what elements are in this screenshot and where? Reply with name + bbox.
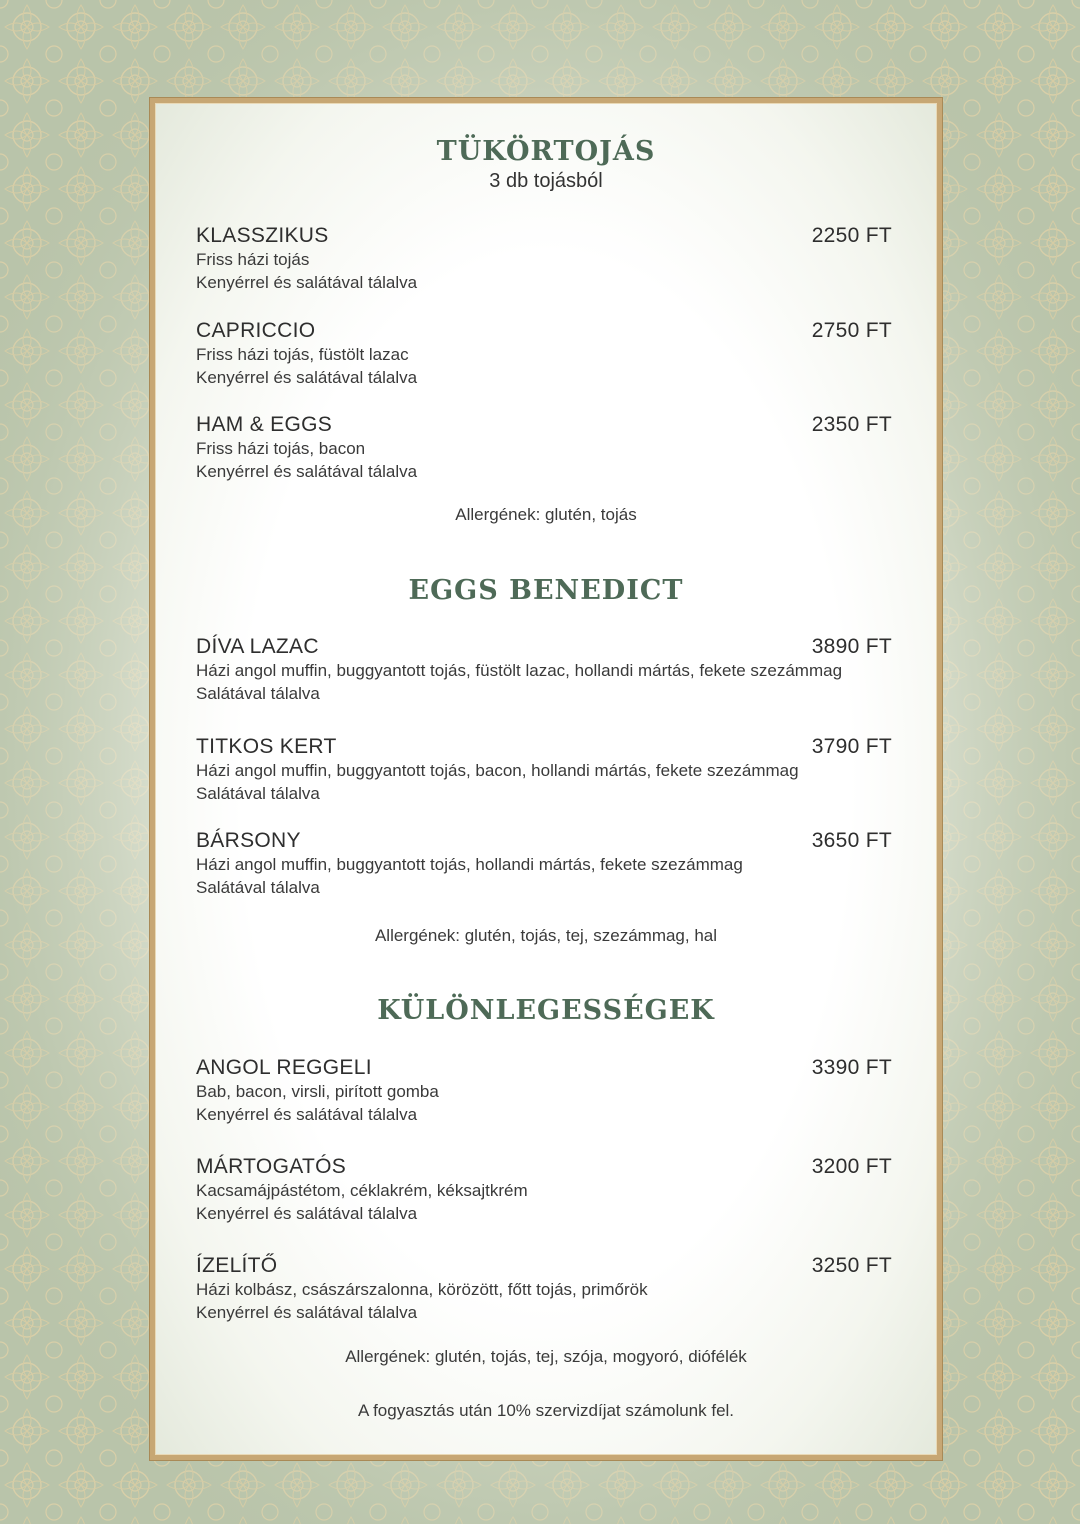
section-title-eggs-benedict: EGGS BENEDICT [408, 575, 684, 606]
item-name: ANGOL REGGELI [196, 1056, 372, 1079]
item-description: Házi kolbász, császárszalonna, körözött, főtt tojás, primőrök [196, 1280, 648, 1299]
item-serving: Salátával tálalva [196, 878, 320, 897]
section-title-tukortojas: TÜKÖRTOJÁS [436, 136, 656, 167]
item-price: 2350 FT [811, 413, 892, 436]
item-name: ÍZELÍTŐ [196, 1254, 278, 1277]
allergen-note: Allergének: glutén, tojás, tej, szója, mogyoró, diófélék [345, 1347, 747, 1366]
item-name: KLASSZIKUS [196, 224, 329, 247]
item-serving: Salátával tálalva [196, 684, 320, 703]
item-name: DÍVA LAZAC [196, 635, 319, 658]
item-price: 3200 FT [811, 1155, 892, 1178]
allergen-note: Allergének: glutén, tojás, tej, szezámmag, hal [374, 926, 718, 945]
item-price: 2250 FT [811, 224, 892, 247]
item-name: CAPRICCIO [196, 319, 316, 342]
item-serving: Salátával tálalva [196, 784, 320, 803]
item-serving: Kenyérrel és salátával tálalva [196, 1204, 418, 1223]
menu-item [196, 319, 892, 389]
menu-item [196, 1254, 892, 1324]
item-description: Házi angol muffin, buggyantott tojás, hollandi mártás, fekete szezámmag [196, 855, 743, 874]
item-description: Házi angol muffin, buggyantott tojás, bacon, hollandi mártás, fekete szezámmag [196, 761, 799, 780]
item-serving: Kenyérrel és salátával tálalva [196, 1303, 418, 1322]
menu-item [196, 829, 892, 899]
item-name: BÁRSONY [196, 829, 301, 852]
item-description: Bab, bacon, virsli, pirított gomba [196, 1082, 439, 1101]
item-serving: Kenyérrel és salátával tálalva [196, 1105, 418, 1124]
item-serving: Kenyérrel és salátával tálalva [196, 273, 418, 292]
menu-item [196, 413, 892, 483]
menu-item [196, 1056, 892, 1126]
menu-item [196, 735, 892, 805]
service-charge-note: A fogyasztás után 10% szervizdíjat számolunk fel. [357, 1401, 735, 1420]
item-serving: Kenyérrel és salátával tálalva [196, 368, 418, 387]
item-price: 3650 FT [811, 829, 892, 852]
item-description: Friss házi tojás, füstölt lazac [196, 345, 409, 364]
item-serving: Kenyérrel és salátával tálalva [196, 462, 418, 481]
section-title-kulonlegessegek: KÜLÖNLEGESSÉGEK [377, 995, 715, 1026]
item-description: Friss házi tojás [196, 250, 310, 269]
item-price: 3790 FT [811, 735, 892, 758]
item-name: HAM & EGGS [196, 413, 333, 436]
menu-item [196, 224, 892, 294]
item-name: MÁRTOGATÓS [196, 1155, 347, 1178]
menu-item [196, 635, 892, 705]
section-subtitle: 3 db tojásból [489, 170, 603, 192]
allergen-note: Allergének: glutén, tojás [455, 505, 637, 524]
item-price: 3250 FT [811, 1254, 892, 1277]
item-description: Házi angol muffin, buggyantott tojás, füstölt lazac, hollandi mártás, fekete szezámmag [196, 661, 843, 680]
item-price: 3890 FT [811, 635, 892, 658]
item-price: 2750 FT [811, 319, 892, 342]
item-description: Kacsamájpástétom, céklakrém, kéksajtkrém [196, 1181, 528, 1200]
item-description: Friss házi tojás, bacon [196, 439, 366, 458]
menu-item [196, 1155, 892, 1225]
item-price: 3390 FT [811, 1056, 892, 1079]
item-name: TITKOS KERT [196, 735, 337, 758]
